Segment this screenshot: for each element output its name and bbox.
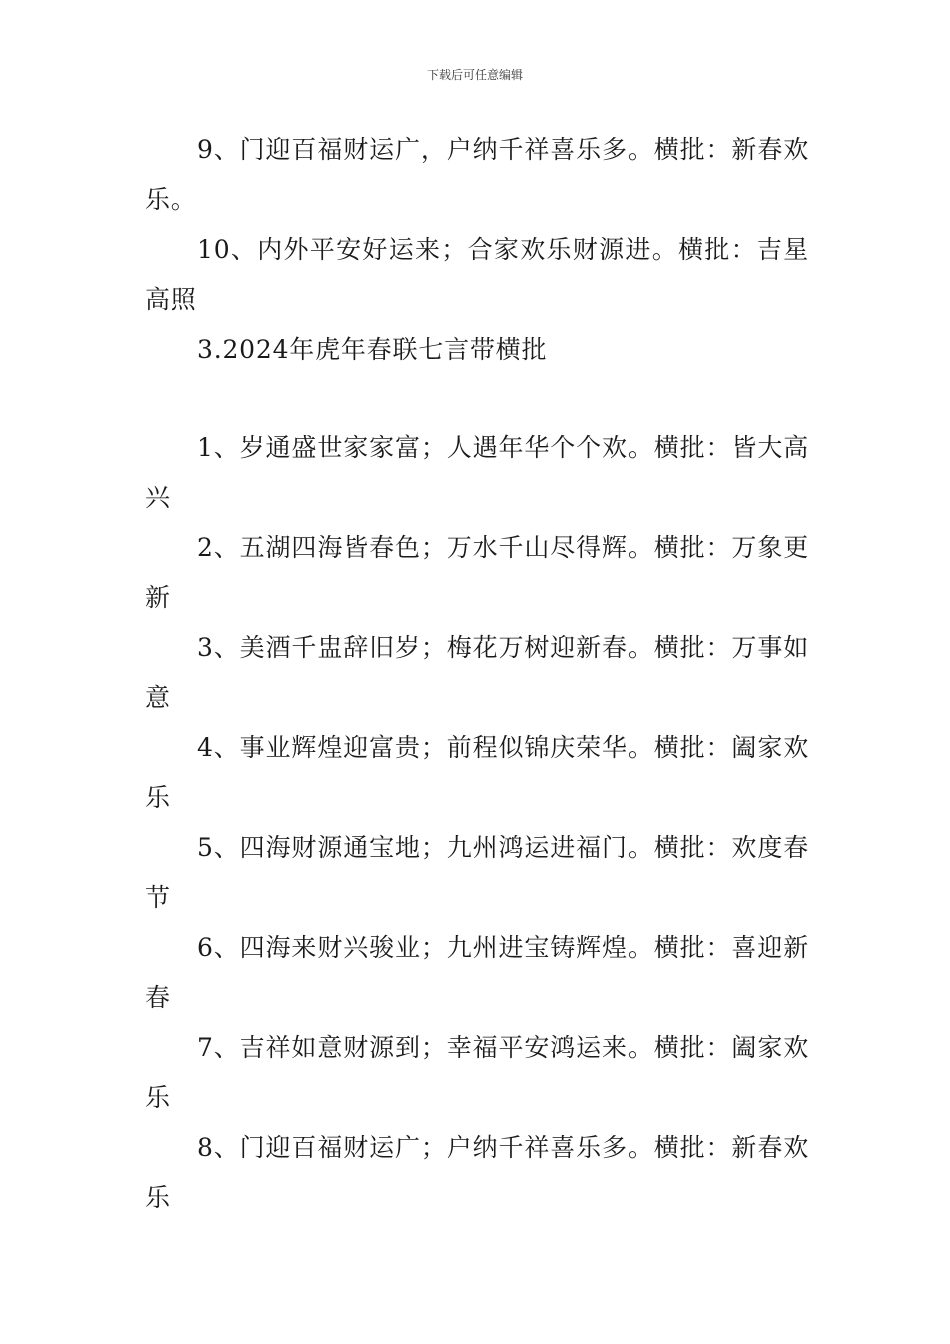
couplet-4: 4、事业辉煌迎富贵；前程似锦庆荣华。横批：阖家欢乐 — [145, 733, 809, 812]
couplet-7: 7、吉祥如意财源到；幸福平安鸿运来。横批：阖家欢乐 — [145, 1033, 809, 1112]
section-heading: 3.2024年虎年春联七言带横批 — [197, 335, 548, 364]
document-body — [145, 125, 809, 1223]
couplet-5: 5、四海财源通宝地；九州鸿运进福门。横批：欢度春节 — [145, 833, 809, 912]
couplet-9: 9、门迎百福财运广，户纳千祥喜乐多。横批：新春欢乐。 — [145, 135, 809, 214]
couplet-6: 6、四海来财兴骏业；九州进宝铸辉煌。横批：喜迎新春 — [145, 933, 809, 1012]
page-header: 下载后可任意编辑 — [426, 68, 523, 82]
couplet-10: 10、内外平安好运来；合家欢乐财源进。横批：吉星高照 — [145, 235, 809, 314]
couplet-3: 3、美酒千盅辞旧岁；梅花万树迎新春。横批：万事如意 — [145, 633, 809, 712]
couplet-8: 8、门迎百福财运广；户纳千祥喜乐多。横批：新春欢乐 — [145, 1133, 809, 1212]
couplet-1: 1、岁通盛世家家富；人遇年华个个欢。横批：皆大高兴 — [145, 433, 809, 512]
couplet-2: 2、五湖四海皆春色；万水千山尽得辉。横批：万象更新 — [145, 533, 809, 612]
